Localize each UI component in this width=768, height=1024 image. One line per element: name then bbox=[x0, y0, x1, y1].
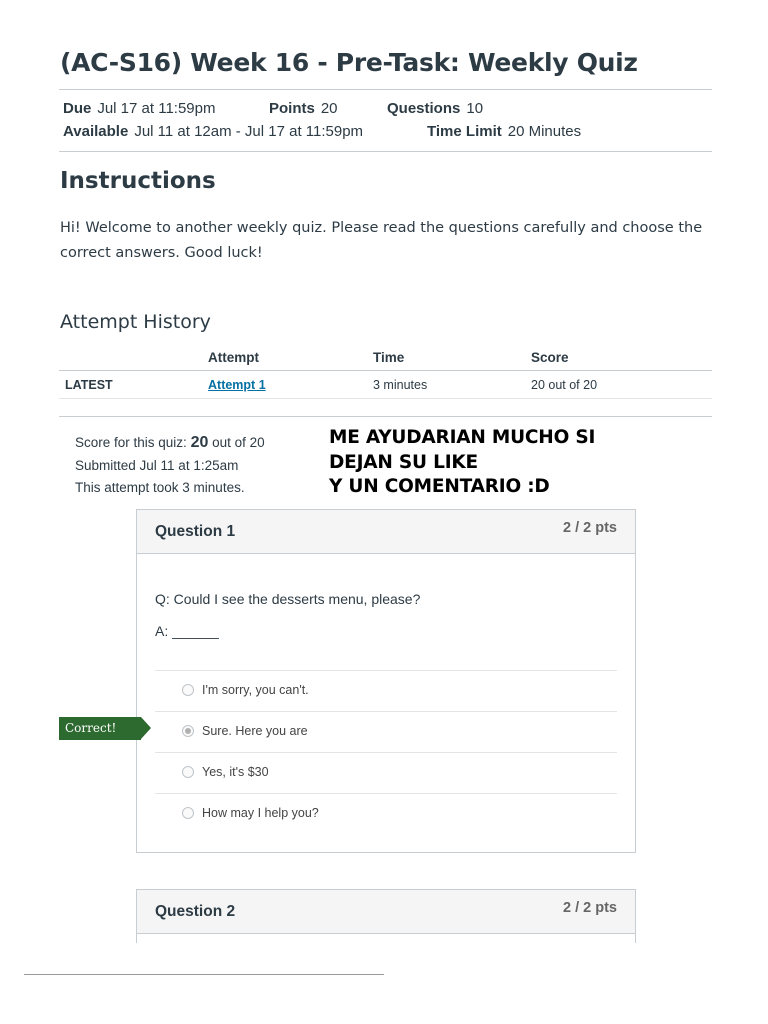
available-value: Jul 11 at 12am - Jul 17 at 11:59pm bbox=[134, 123, 364, 140]
attempt-duration-line: This attempt took 3 minutes. bbox=[75, 480, 245, 495]
question-header bbox=[137, 510, 635, 554]
answer-blank: A: ______ bbox=[155, 623, 219, 639]
answer-option[interactable] bbox=[155, 752, 617, 793]
available-label: Available bbox=[63, 123, 129, 140]
instructions-text: Hi! Welcome to another weekly quiz. Please read the questions carefully and choose the correct answers. Good luck! bbox=[60, 220, 703, 261]
radio-button-selected[interactable] bbox=[182, 725, 194, 737]
questions-value: 10 bbox=[466, 100, 484, 117]
quiz-score-line bbox=[75, 434, 265, 452]
answer-label: Yes, it's $30 bbox=[202, 765, 269, 779]
time-limit-label: Time Limit bbox=[427, 123, 502, 140]
table-row-divider bbox=[59, 398, 712, 399]
radio-button[interactable] bbox=[182, 807, 194, 819]
question-card bbox=[136, 509, 636, 853]
points-meta bbox=[269, 100, 338, 117]
score-value: 20 bbox=[190, 434, 209, 451]
answer-option[interactable] bbox=[155, 793, 617, 834]
attempt-cell bbox=[208, 378, 266, 392]
submitted-line: Submitted Jul 11 at 1:25am bbox=[75, 458, 239, 473]
column-header-score: Score bbox=[531, 350, 569, 365]
due-label: Due bbox=[63, 100, 92, 117]
table-header-divider bbox=[59, 370, 712, 371]
page-footer-line bbox=[24, 974, 384, 975]
correct-answer-flag: Correct! bbox=[59, 717, 141, 740]
points-value: 20 bbox=[320, 100, 338, 117]
question-title: Question 1 bbox=[155, 523, 236, 540]
attempt-history-heading: Attempt History bbox=[60, 311, 211, 333]
column-header-time: Time bbox=[373, 350, 405, 365]
question-points: 2 / 2 pts bbox=[563, 520, 617, 536]
divider bbox=[59, 416, 712, 417]
points-label: Points bbox=[269, 100, 315, 117]
time-limit-meta bbox=[427, 123, 581, 140]
questions-label: Questions bbox=[387, 100, 461, 117]
available-meta bbox=[63, 123, 363, 140]
question-title: Question 2 bbox=[155, 903, 236, 920]
answer-option-selected[interactable] bbox=[155, 711, 617, 752]
instructions-heading: Instructions bbox=[60, 168, 216, 194]
question-text: Q: Could I see the desserts menu, please? bbox=[155, 591, 421, 607]
radio-button[interactable] bbox=[182, 684, 194, 696]
time-limit-value: 20 Minutes bbox=[507, 123, 582, 140]
answer-label: How may I help you? bbox=[202, 806, 319, 820]
answer-label: I'm sorry, you can't. bbox=[202, 683, 309, 697]
score-prefix: Score for this quiz: bbox=[75, 435, 187, 450]
divider bbox=[59, 89, 712, 90]
question-card bbox=[136, 889, 636, 943]
attempt-link[interactable]: Attempt 1 bbox=[208, 378, 266, 392]
page-title: (AC-S16) Week 16 - Pre-Task: Weekly Quiz bbox=[60, 48, 638, 77]
score-cell: 20 out of 20 bbox=[531, 378, 598, 392]
overlay-caption: ME AYUDARIAN MUCHO SI DEJAN SU LIKE Y UN COMENTARIO :D bbox=[329, 427, 596, 497]
answer-label: Sure. Here you are bbox=[202, 724, 308, 738]
divider bbox=[59, 151, 712, 152]
answer-option[interactable] bbox=[155, 670, 617, 711]
questions-meta bbox=[387, 100, 483, 117]
latest-label: LATEST bbox=[65, 378, 113, 392]
radio-button[interactable] bbox=[182, 766, 194, 778]
question-points: 2 / 2 pts bbox=[563, 900, 617, 916]
question-header bbox=[137, 890, 635, 934]
time-cell: 3 minutes bbox=[373, 378, 428, 392]
column-header-attempt: Attempt bbox=[208, 350, 259, 365]
due-value: Jul 17 at 11:59pm bbox=[97, 100, 216, 117]
score-suffix: out of 20 bbox=[212, 435, 265, 450]
answer-list bbox=[155, 670, 617, 834]
due-meta bbox=[63, 100, 215, 117]
